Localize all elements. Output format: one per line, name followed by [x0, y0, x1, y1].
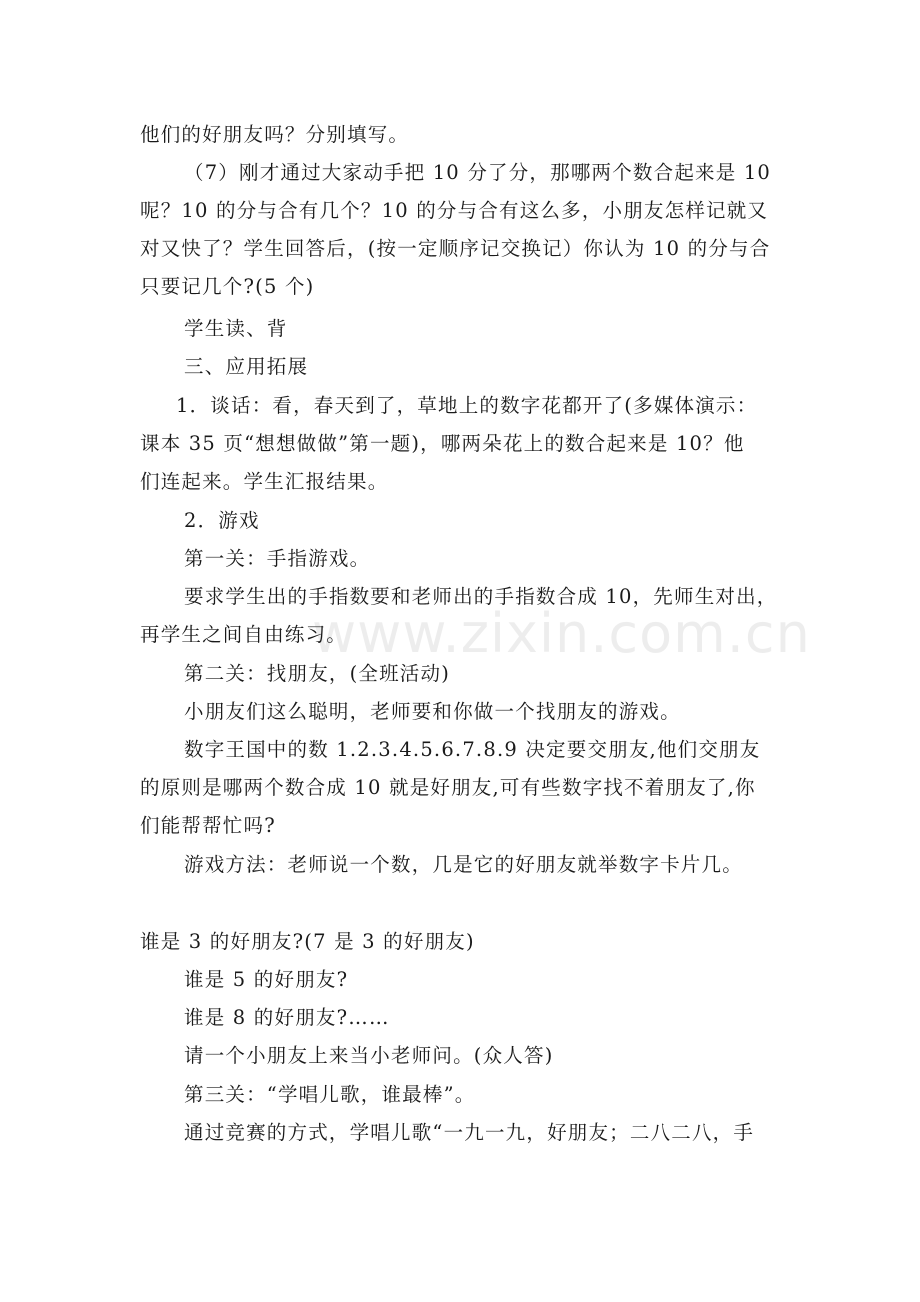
paragraph-line: 第二关：找朋友，(全班活动)	[184, 662, 451, 685]
paragraph-line: 再学生之间自由练习。	[140, 623, 348, 646]
paragraph-line: 第一关：手指游戏。	[184, 547, 371, 570]
paragraph-line: 数字王国中的数 1.2.3.4.5.6.7.8.9 决定要交朋友,他们交朋友	[184, 738, 761, 761]
watermark: www.zixin.com.cn	[312, 602, 811, 665]
paragraph-line: 们连起来。学生汇报结果。	[140, 470, 389, 493]
paragraph-line: 谁是 5 的好朋友?	[184, 968, 349, 991]
paragraph-line: 课本 35 页“想想做做”第一题)，哪两朵花上的数合起来是 10？他	[140, 432, 745, 455]
paragraph-line: 通过竞赛的方式，学唱儿歌“一九一九，好朋友；二八二八，手	[184, 1121, 755, 1144]
paragraph-line: 游戏方法：老师说一个数，几是它的好朋友就举数字卡片几。	[184, 853, 743, 876]
paragraph-line: 谁是 3 的好朋友?(7 是 3 的好朋友)	[140, 930, 475, 953]
paragraph-line: 只要记几个?(5 个)	[140, 275, 315, 298]
paragraph-line: 他们的好朋友吗？分别填写。	[140, 123, 410, 146]
paragraph-line: 要求学生出的手指数要和老师出的手指数合成 10，先师生对出，	[184, 585, 778, 608]
paragraph-line: 对又快了？学生回答后，(按一定顺序记交换记）你认为 10 的分与合	[140, 237, 771, 260]
section-heading: 三、应用拓展	[184, 355, 309, 378]
paragraph-line: 呢？10 的分与合有几个？10 的分与合有这么多，小朋友怎样记就又	[140, 199, 769, 222]
paragraph-line: 学生读、背	[184, 317, 288, 340]
paragraph-line: 第三关：“学唱儿歌，谁最棒”。	[184, 1083, 476, 1106]
paragraph-line: 请一个小朋友上来当小老师问。(众人答)	[184, 1044, 554, 1067]
paragraph-line: 谁是 8 的好朋友?……	[184, 1006, 390, 1029]
paragraph-line: 们能帮帮忙吗?	[140, 814, 276, 837]
paragraph-line: 1．谈话：看，春天到了，草地上的数字花都开了(多媒体演示：	[176, 394, 758, 417]
paragraph-line: （7）刚才通过大家动手把 10 分了分，那哪两个数合起来是 10	[184, 161, 772, 184]
paragraph-line: 的原则是哪两个数合成 10 就是好朋友,可有些数字找不着朋友了,你	[140, 776, 756, 799]
paragraph-line: 2．游戏	[184, 509, 260, 532]
paragraph-line: 小朋友们这么聪明，老师要和你做一个找朋友的游戏。	[184, 700, 681, 723]
